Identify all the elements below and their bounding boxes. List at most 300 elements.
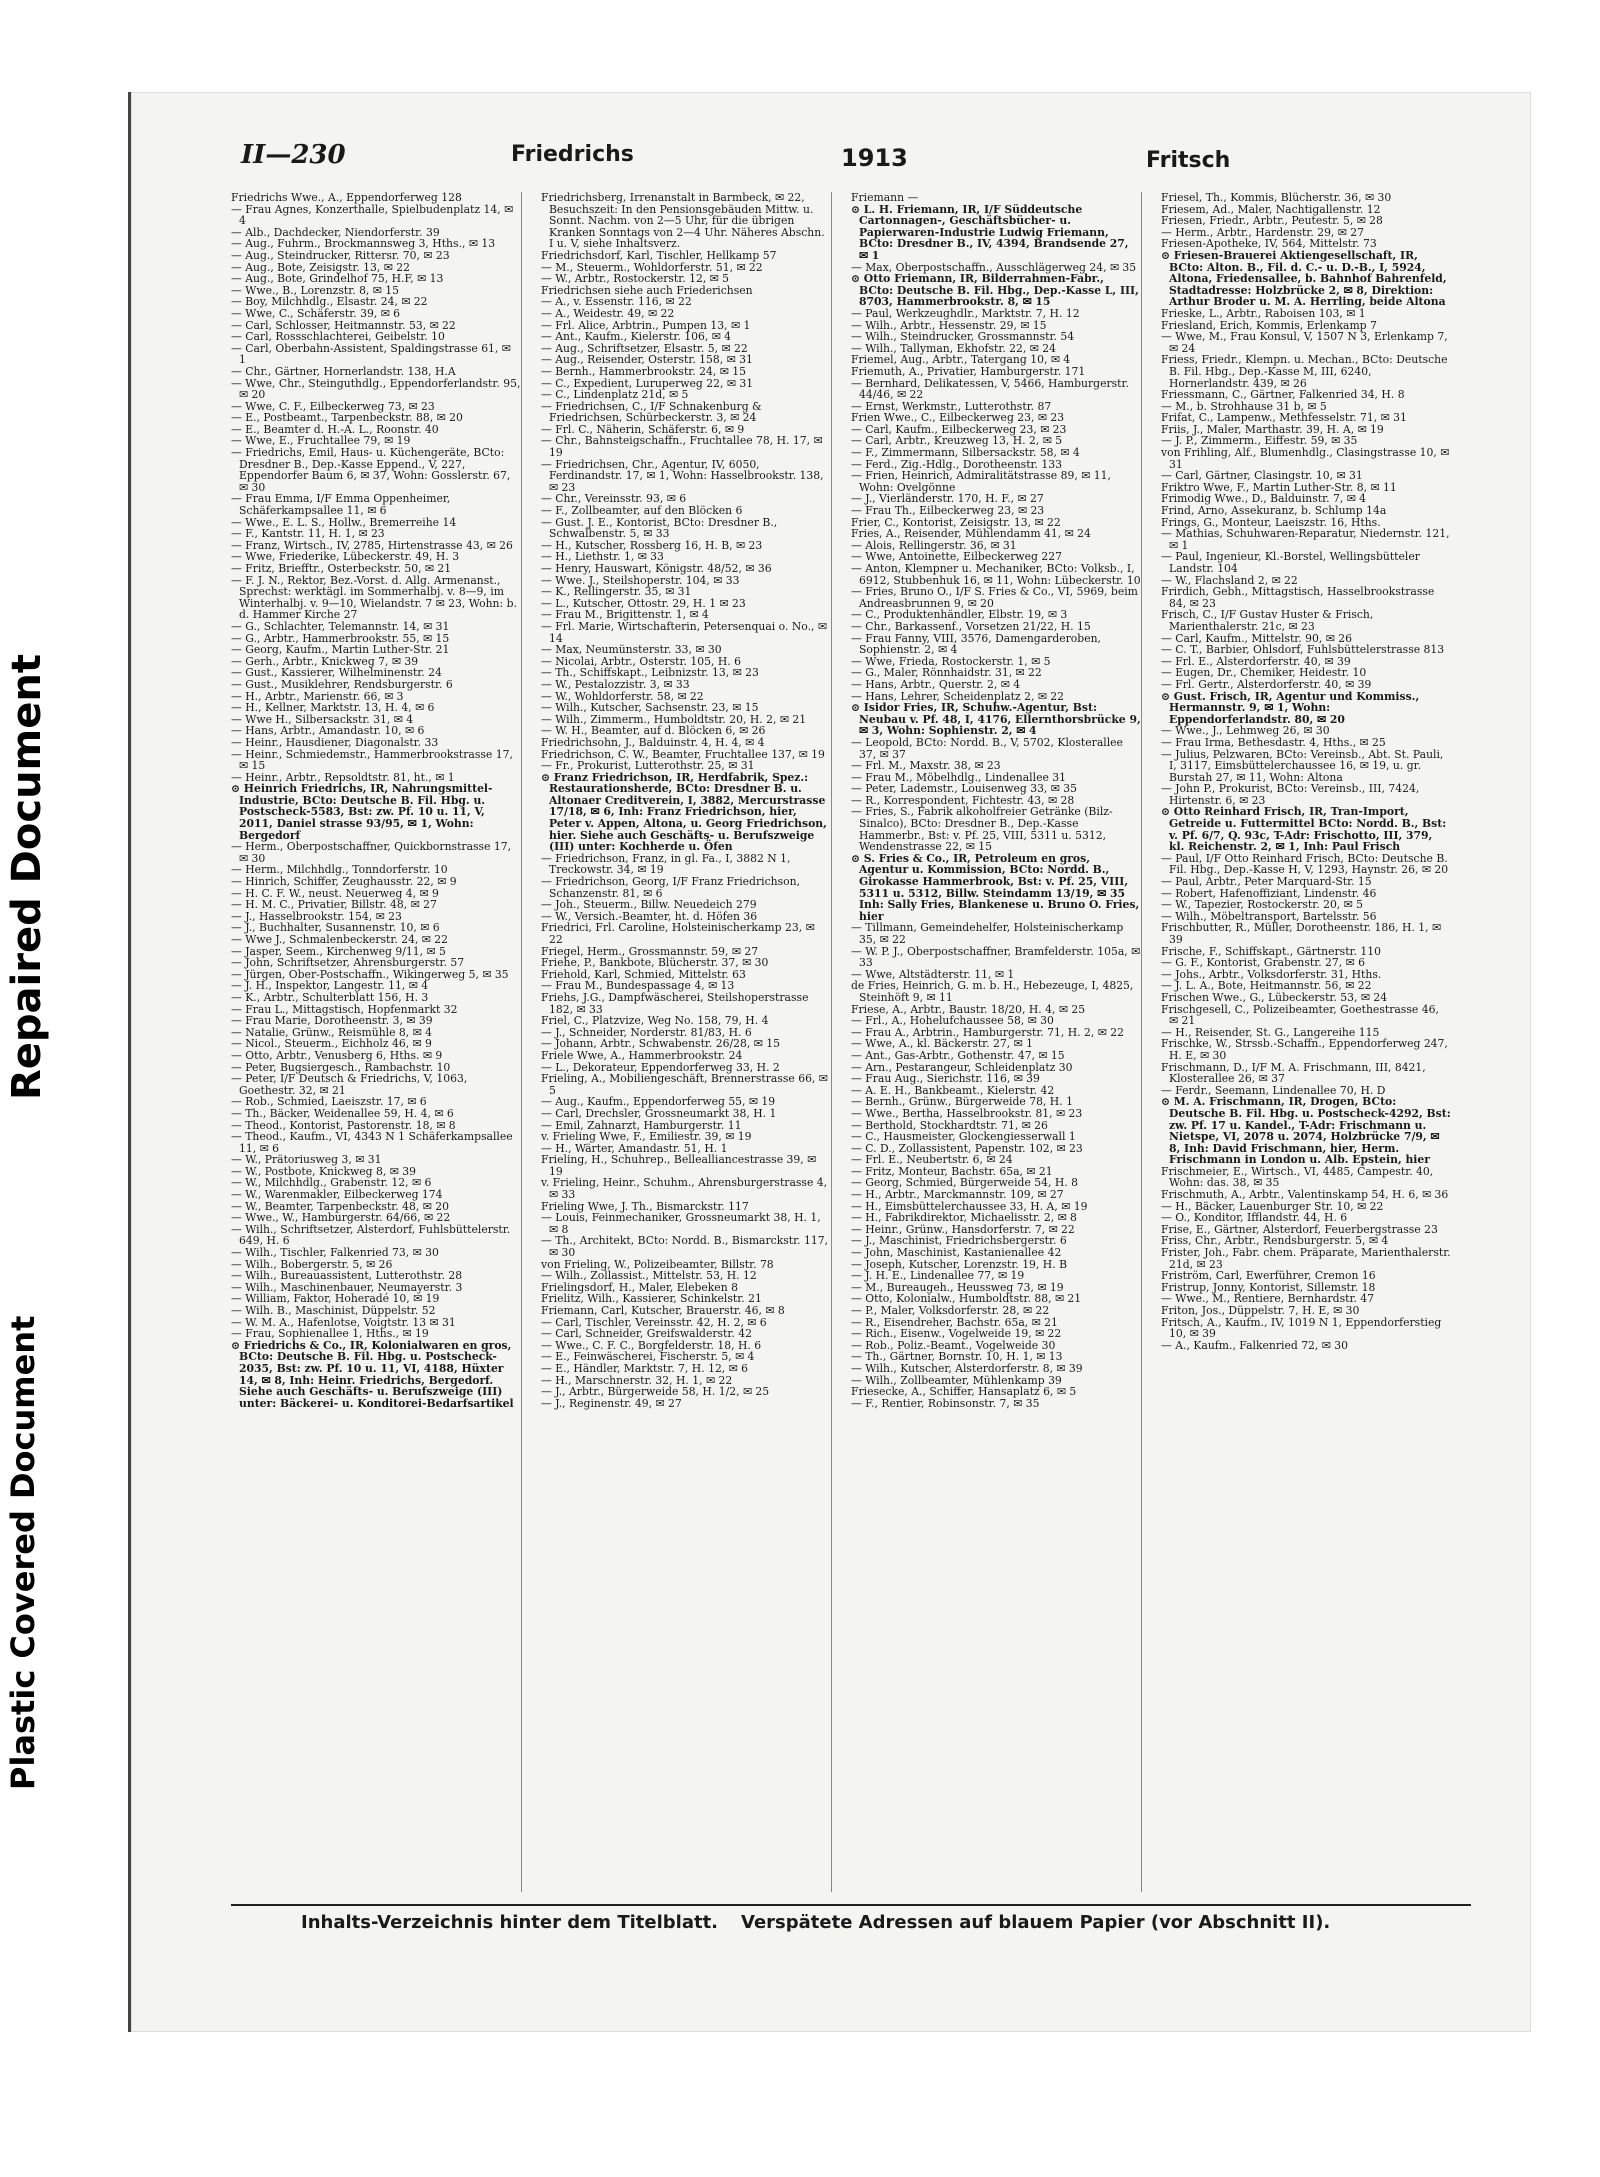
- directory-entry: — Fritz, Monteur, Bachstr. 65a, ✉ 21: [851, 1164, 1053, 1178]
- directory-entry: — Frl., A., Hohelufchaussee 58, ✉ 30: [851, 1014, 1054, 1028]
- directory-entry: — Wilh., Tallyman, Ekhofstr. 22, ✉ 24: [851, 341, 1057, 355]
- directory-entry: — Alois, Rellingerstr. 36, ✉ 31: [851, 538, 1017, 552]
- directory-entry: — Rob., Schmied, Laeiszstr. 17, ✉ 6: [231, 1095, 427, 1109]
- directory-entry: — Peter, Bugsiergesch., Rambachstr. 10: [231, 1060, 451, 1074]
- footer-left-note: Inhalts-Verzeichnis hinter dem Titelblatt.: [301, 1912, 719, 1933]
- directory-entry: ⊙ Gust. Frisch, IR, Agentur und Kommiss., Hermannstr. 9, ✉ 1, Wohn: Eppendorferlandstr. 80, ✉ 20: [1161, 689, 1420, 726]
- directory-entry: — Alb., Dachdecker, Niendorferstr. 39: [231, 225, 440, 239]
- directory-entry: — G. F., Kontorist, Grabenstr. 27, ✉ 6: [1161, 956, 1366, 970]
- directory-entry: — W. P. J., Oberpostschaffner, Bramfelderstr. 105a, ✉ 33: [851, 944, 1141, 970]
- directory-entry: — Ferd., Zig.-Hdlg., Dorotheenstr. 133: [851, 457, 1062, 471]
- directory-entry: Frielingsdorf, H., Maler, Elebeken 8: [541, 1280, 738, 1294]
- directory-entry: — Carl, Tischler, Vereinsstr. 42, H. 2, ✉ 6: [541, 1315, 767, 1329]
- footer-right-note: Verspätete Adressen auf blauem Papier (vor Abschnitt II).: [741, 1912, 1331, 1933]
- directory-entry: Frischen Wwe., G., Lübeckerstr. 53, ✉ 24: [1161, 990, 1388, 1004]
- directory-entry: Friedrichsberg, Irrenanstalt in Barmbeck, ✉ 22, Besuchszeit: In den Pensionsgebäuden Mittw. u. Sonnt. Nachm. von 2—5 Uhr, für die übrigen Kranken Sonntags von 2—4 Uhr. Näheres Abschn. I u. V, siehe Inhaltsverz.: [541, 192, 825, 251]
- directory-entry: Frischmann, D., I/F M. A. Frischmann, III, 8421, Klosterallee 26, ✉ 37: [1161, 1060, 1426, 1086]
- directory-entry: Frieling, A., Mobiliengeschäft, Brennerstrasse 66, ✉ 5: [541, 1072, 828, 1097]
- directory-entry: — E., Beamter d. H.-A. L., Roonstr. 40: [231, 422, 439, 436]
- directory-entry: Frier, C., Kontorist, Zeisigstr. 13, ✉ 22: [851, 515, 1061, 529]
- directory-entry: — Georg, Kaufm., Martin Luther-Str. 21: [231, 643, 450, 657]
- directory-entry: — Julius, Pelzwaren, BCto: Vereinsb., Abt. St. Pauli, I, 3117, Eimsbüttelerchaussee 16, ✉ 19, u. gr. Burstah 27, ✉ 11, Wohn: Altona: [1161, 747, 1444, 784]
- directory-entry: — Bernh., Grünw., Bürgerweide 78, H. 1: [851, 1095, 1073, 1109]
- directory-entry: — Wilh., Maschinenbauer, Neumayerstr. 3: [231, 1280, 463, 1294]
- directory-entry: Friesen, Friedr., Arbtr., Peutestr. 5, ✉ 28: [1161, 214, 1383, 228]
- directory-entry: — H. M. C., Privatier, Billstr. 48, ✉ 27: [231, 898, 437, 912]
- directory-entry: — Boy, Milchhdlg., Elsastr. 24, ✉ 22: [231, 295, 428, 309]
- directory-entry: Friedrici, Frl. Caroline, Holsteinischerkamp 23, ✉ 22: [541, 921, 815, 946]
- directory-entry: — Jasper, Seem., Kirchenweg 9/11, ✉ 5: [231, 944, 446, 958]
- directory-entry: — Ferdr., Seemann, Lindenallee 70, H. D: [1161, 1083, 1386, 1097]
- directory-entry: — Aug., Bote, Zeisigstr. 13, ✉ 22: [231, 260, 411, 274]
- directory-entry: — J. P., Zimmerm., Eiffestr. 59, ✉ 35: [1161, 434, 1358, 448]
- directory-entry: Friele Wwe, A., Hammerbrookstr. 24: [541, 1048, 743, 1062]
- directory-entry: — L., Kutscher, Ottostr. 29, H. 1 ✉ 23: [541, 596, 746, 610]
- directory-entry: — Friedrichson, Franz, in gl. Fa., I, 3882 N 1, Treckowstr. 34, ✉ 19: [541, 851, 791, 877]
- directory-entry: — W., Flachsland 2, ✉ 22: [1161, 573, 1298, 587]
- directory-entry: Frind, Arno, Assekuranz, b. Schlump 14a: [1161, 504, 1387, 518]
- directory-entry: Frielitz, Wilh., Kassierer, Schinkelstr. 21: [541, 1292, 762, 1306]
- directory-entry: Friegel, Herm., Grossmannstr. 59, ✉ 27: [541, 944, 759, 958]
- directory-entry: — K., Arbtr., Schulterblatt 156, H. 3: [231, 990, 429, 1004]
- directory-entry: — A., Weidestr. 49, ✉ 22: [541, 306, 675, 320]
- directory-entry: — Wwe, C., Schäferstr. 39, ✉ 6: [231, 306, 401, 320]
- directory-entry: — Wwe., E. L. S., Hollw., Bremerreihe 14: [231, 515, 457, 529]
- directory-entry: Friström, Carl, Ewerführer, Cremon 16: [1161, 1269, 1376, 1283]
- directory-entry: Friesen-Apotheke, IV, 564, Mittelstr. 73: [1161, 237, 1377, 251]
- directory-entry: — Frl. E., Alsterdorferstr. 40, ✉ 39: [1161, 654, 1351, 668]
- directory-entry: — J., Reginenstr. 49, ✉ 27: [541, 1396, 682, 1410]
- directory-entry: — Heinr., Hausdiener, Diagonalstr. 33: [231, 735, 439, 749]
- directory-entry: — O., Konditor, Ifflandstr. 44, H. 6: [1161, 1211, 1348, 1225]
- directory-entry: — Frau Marie, Dorotheenstr. 3, ✉ 39: [231, 1014, 433, 1028]
- directory-entry: — W., Arbtr., Rostockerstr. 12, ✉ 5: [541, 272, 730, 286]
- directory-entry: — Wwe, Antoinette, Eilbeckerweg 227: [851, 550, 1062, 564]
- directory-entry: — Mathias, Schuhwaren-Reparatur, Niedernstr. 121, ✉ 1: [1161, 527, 1450, 552]
- directory-entry: — P., Maler, Volksdorferstr. 28, ✉ 22: [851, 1304, 1050, 1317]
- directory-entry: — H., Arbtr., Marienstr. 66, ✉ 3: [231, 689, 404, 703]
- directory-entry: — Wwe., C. F. C., Borgfelderstr. 18, H. 6: [541, 1338, 762, 1352]
- directory-entry: — E., Postbeamt., Tarpenbeckstr. 88, ✉ 20: [231, 411, 463, 425]
- directory-entry: — Nicolai, Arbtr., Osterstr. 105, H. 6: [541, 654, 741, 668]
- directory-entry: — Paul, Arbtr., Peter Marquard-Str. 15: [1161, 875, 1372, 889]
- directory-entry: — Frau L., Mittagstisch, Hopfenmarkt 32: [231, 1002, 458, 1016]
- directory-entry: — H., Marschnerstr. 32, H. 1, ✉ 22: [541, 1373, 733, 1387]
- directory-entry: — Jürgen, Ober-Postschaffn., Wikingerweg 5, ✉ 35: [231, 967, 509, 981]
- directory-entry: — Nicol., Steuerm., Eichholz 46, ✉ 9: [231, 1037, 432, 1051]
- directory-entry: Friehs, J.G., Dampfwäscherei, Steilshoperstrasse 182, ✉ 33: [541, 990, 809, 1016]
- directory-entry: — Wilh., Zimmerm., Humboldtstr. 20, H. 2, ✉ 21: [541, 712, 807, 726]
- directory-entry: Frischke, W., Strssb.-Schaffn., Eppendorferweg 247, H. E, ✉ 30: [1161, 1037, 1448, 1062]
- directory-entry: ⊙ Franz Friedrichson, IR, Herdfabrik, Spez.: Restaurationsherde, BCto: Dresdner B. u. Altonaer Creditverein, I, 3882, Mercurstrasse 17/18, ✉ 6, Inh: Franz Friedrichson, hier, Peter v. Appen, Altona, u. Georg Friedrichson, hier. Siehe auch Geschäfts- u. Berufszweige (III) unter: Kochherde u. Öfen: [541, 770, 827, 854]
- directory-entry: — Eugen, Dr., Chemiker, Heidestr. 10: [1161, 666, 1367, 680]
- directory-entry: — J. H., Inspektor, Langestr. 11, ✉ 4: [231, 979, 429, 993]
- directory-entry: Friemann, Carl, Kutscher, Brauerstr. 46, ✉ 8: [541, 1304, 785, 1317]
- directory-entry: — Frau Fanny, VIII, 3576, Damengarderoben, Sophienstr. 2, ✉ 4: [851, 631, 1101, 657]
- directory-entry: — Gerh., Arbtr., Knickweg 7, ✉ 39: [231, 654, 419, 668]
- directory-entry: — Friedrichson, Georg, I/F Franz Friedrichson, Schanzenstr. 81, ✉ 6: [541, 875, 800, 900]
- directory-entry: — Wwe, M., Frau Konsul, V, 1507 N 3, Erlenkamp 7, ✉ 24: [1161, 330, 1448, 355]
- directory-entry: — G., Maler, Rönnhaidstr. 31, ✉ 22: [851, 666, 1042, 680]
- directory-entry: ⊙ S. Fries & Co., IR, Petroleum en gros, Agentur u. Kommission, BCto: Nordd. B., Girokasse Hammerbrook, Bst: v. Pf. 25, VIII, 5311 u. 5312, Billw. Steindamm 13/19, ✉ 35 Inh: Sally Fries, Blankenese u. Bruno O. Fries, hier: [851, 851, 1140, 923]
- directory-entry: — Aug., Steindrucker, Rittersr. 70, ✉ 23: [231, 248, 450, 262]
- directory-entry: — Frl. Gertr., Alsterdorferstr. 40, ✉ 39: [1161, 677, 1372, 691]
- directory-entry: — Henry, Hauswart, Königstr. 48/52, ✉ 36: [541, 562, 772, 575]
- side-label-plastic-covered: Plastic Covered Document: [4, 1315, 42, 1790]
- directory-entry: — R., Korrespondent, Fichtestr. 43, ✉ 28: [851, 793, 1075, 807]
- directory-entry: — Gust., Kassierer, Wilhelminenstr. 24: [231, 666, 442, 680]
- directory-entry: — Wwe, Friederike, Lübeckerstr. 49, H. 3: [231, 550, 460, 564]
- directory-entry: — Carl, Drechsler, Grossneumarkt 38, H. 1: [541, 1106, 777, 1120]
- directory-entry: Frieske, L., Arbtr., Raboisen 103, ✉ 1: [1161, 306, 1366, 320]
- directory-entry: Friis, J., Maler, Marthastr. 39, H. A, ✉ 19: [1161, 422, 1384, 436]
- directory-columns: [231, 192, 1531, 1892]
- directory-entry: — Natalie, Grünw., Reismühle 8, ✉ 4: [231, 1025, 433, 1039]
- directory-entry: — Frau M., Bundespassage 4, ✉ 13: [541, 979, 735, 993]
- directory-entry: — Th., Bäcker, Weidenallee 59, H. 4, ✉ 6: [231, 1106, 454, 1120]
- directory-entry: — F., Kantstr. 11, H. 1, ✉ 23: [231, 527, 385, 541]
- directory-entry: — Hans, Arbtr., Amandastr. 10, ✉ 6: [231, 724, 425, 738]
- directory-entry: Frister, Joh., Fabr. chem. Präparate, Marienthalerstr. 21d, ✉ 23: [1161, 1246, 1451, 1271]
- directory-entry: — Berthold, Stockhardtstr. 71, ✉ 26: [851, 1118, 1048, 1132]
- directory-entry: Friktro Wwe, F., Martin Luther-Str. 8, ✉ 11: [1161, 480, 1397, 494]
- directory-entry: — F., Zollbeamter, auf den Blöcken 6: [541, 504, 743, 518]
- directory-entry: — Robert, Hafenoffiziant, Lindenstr. 46: [1161, 886, 1377, 900]
- directory-entry: — Peter, Lademstr., Louisenweg 33, ✉ 35: [851, 782, 1078, 796]
- directory-entry: — C. D., Zollassistent, Papenstr. 102, ✉ 23: [851, 1141, 1083, 1155]
- directory-entry: — Friedrichsen, C., I/F Schnakenburg & Friedrichsen, Schürbeckerstr. 3, ✉ 24: [541, 399, 762, 425]
- directory-entry: — Rob., Poliz.-Beamt., Vogelweide 30: [851, 1338, 1056, 1352]
- directory-entry: — W., Tapezier, Rostockerstr. 20, ✉ 5: [1161, 898, 1364, 912]
- directory-entry: — Th., Gärtner, Bornstr. 10, H. 1, ✉ 13: [851, 1350, 1063, 1364]
- directory-entry: — W. M. A., Hafenlotse, Voigtstr. 13 ✉ 31: [231, 1315, 456, 1329]
- directory-entry: ⊙ Friesen-Brauerei Aktiengesellschaft, IR, BCto: Alton. B., Fil. d. C.- u. D.-B., I, 5924, Altona, Friedensallee, b. Bahnhof Bahrenfeld, Stadtadresse: Holzbrücke 2, ✉ 8, Direktion: Arthur Broder u. M. A. Herrling, beide Altona: [1161, 248, 1447, 309]
- directory-entry: — Frau Irma, Bethesdastr. 4, Hths., ✉ 25: [1161, 735, 1386, 749]
- directory-entry: Frischmuth, A., Arbtr., Valentinskamp 54, H. 6, ✉ 36: [1161, 1188, 1449, 1202]
- directory-entry: — Wilh., Kutscher, Sachsenstr. 23, ✉ 15: [541, 701, 759, 715]
- directory-entry: Frischgesell, C., Polizeibeamter, Goethestrasse 46, ✉ 21: [1161, 1002, 1439, 1028]
- directory-entry: Frifat, C., Lampenw., Methfesselstr. 71, ✉ 31: [1161, 411, 1407, 425]
- directory-entry: — Gust., Musiklehrer, Rendsburgerstr. 6: [231, 677, 453, 691]
- directory-entry: — W., Pestalozzistr. 3, ✉ 33: [541, 677, 690, 691]
- directory-entry: Friesel, Th., Kommis, Blücherstr. 36, ✉ 30: [1161, 192, 1392, 204]
- directory-entry: — Hans, Lehrer, Scheidenplatz 2, ✉ 22: [851, 689, 1065, 703]
- directory-page: [128, 92, 1531, 2032]
- directory-entry: — Paul, I/F Otto Reinhard Frisch, BCto: Deutsche B. Fil. Hbg., Dep.-Kasse H, V, 1293, Haynstr. 26, ✉ 20: [1161, 851, 1449, 877]
- directory-entry: — Rich., Eisenw., Vogelweide 19, ✉ 22: [851, 1327, 1062, 1341]
- directory-entry: — William, Faktor, Hoheradé 10, ✉ 19: [231, 1292, 440, 1306]
- directory-entry: Fritsch, A., Kaufm., IV, 1019 N 1, Eppendorferstieg 10, ✉ 39: [1161, 1315, 1442, 1341]
- directory-entry: — Frau Agnes, Konzerthalle, Spielbudenplatz 14, ✉ 4: [231, 202, 514, 228]
- directory-entry: — C., Hausmeister, Glockengiesserwall 1: [851, 1130, 1076, 1144]
- directory-entry: — Theod., Kontorist, Pastorenstr. 18, ✉ 8: [231, 1118, 456, 1132]
- directory-entry: ⊙ L. H. Friemann, IR, I/F Süddeutsche Cartonnagen-, Geschäftsbücher- u. Papierwaren-Industrie Ludwig Friemann, BCto: Dresdner B., IV, 4394, Brandsende 27, ✉ 1: [851, 202, 1129, 262]
- directory-entry: v. Frieling, Heinr., Schuhm., Ahrensburgerstrasse 4, ✉ 33: [541, 1176, 828, 1202]
- directory-entry: — John, Schriftsetzer, Ahrensburgerstr. 57: [231, 956, 465, 970]
- directory-entry: — M., Steuerm., Wohldorferstr. 51, ✉ 22: [541, 260, 763, 274]
- page-header: [131, 92, 1531, 173]
- directory-entry: — Wwe, Frieda, Rostockerstr. 1, ✉ 5: [851, 654, 1051, 668]
- column-3: [851, 192, 1142, 1892]
- directory-entry: — H., Eimsbüttelerchaussee 33, H. A, ✉ 19: [851, 1199, 1088, 1213]
- directory-entry: — W. H., Beamter, auf d. Blöcken 6, ✉ 26: [541, 724, 766, 738]
- directory-entry: Friess, Friedr., Klempn. u. Mechan., BCto: Deutsche B. Fil. Hbg., Dep.-Kasse M, III, 6240, Hornerlandstr. 439, ✉ 26: [1161, 353, 1448, 390]
- directory-entry: — Frl. C., Näherin, Schäferstr. 6, ✉ 9: [541, 422, 745, 436]
- directory-entry: Friemel, Aug., Arbtr., Tatergang 10, ✉ 4: [851, 353, 1071, 367]
- directory-entry: — A., v. Essenstr. 116, ✉ 22: [541, 295, 692, 309]
- directory-entry: — F., Zimmermann, Silbersackstr. 58, ✉ 4: [851, 446, 1080, 460]
- directory-entry: — Johs., Arbtr., Volksdorferstr. 31, Hths.: [1161, 967, 1382, 981]
- directory-entry: — Chr., Bahnsteigschaffn., Fruchtallee 78, H. 17, ✉ 19: [541, 434, 823, 460]
- directory-entry: — H. C. F. W., neust. Neuerweg 4, ✉ 9: [231, 886, 439, 900]
- directory-entry: — Wwe, Altstädterstr. 11, ✉ 1: [851, 967, 1015, 981]
- directory-entry: — Frau Aug., Sierichstr. 116, ✉ 39: [851, 1072, 1040, 1086]
- directory-entry: — Wwe., M., Rentiere, Bernhardstr. 47: [1161, 1292, 1375, 1306]
- directory-entry: — J. H. E., Lindenallee 77, ✉ 19: [851, 1269, 1025, 1283]
- directory-entry: ⊙ Isidor Fries, IR, Schuhw.-Agentur, Bst: Neubau v. Pf. 48, I, 4176, Ellernthorsbrücke 9, ✉ 3, Wohn: Sophienstr. 2, ✉ 4: [851, 701, 1141, 738]
- directory-entry: Frischmeier, E., Wirtsch., VI, 4485, Campestr. 40, Wohn: das. 38, ✉ 35: [1161, 1164, 1434, 1190]
- directory-entry: — Fritz, Briefftr., Osterbeckstr. 50, ✉ 21: [231, 562, 452, 575]
- directory-entry: — Johann, Arbtr., Schwabenstr. 26/28, ✉ 15: [541, 1037, 780, 1051]
- directory-entry: Friesem, Ad., Maler, Nachtigallenstr. 12: [1161, 202, 1381, 216]
- directory-entry: — Fries, Bruno O., I/F S. Fries & Co., VI, 5969, beim Andreasbrunnen 9, ✉ 20: [851, 585, 1138, 610]
- directory-entry: — Frl. Alice, Arbtrin., Pumpen 13, ✉ 1: [541, 318, 751, 332]
- directory-entry: — Georg, Schmied, Bürgerweide 54, H. 8: [851, 1176, 1079, 1190]
- directory-entry: — Arn., Pestarangeur, Schleidenplatz 30: [851, 1060, 1073, 1074]
- directory-entry: — H., Fabrikdirektor, Michaelisstr. 2, ✉ 8: [851, 1211, 1077, 1225]
- directory-entry: — Carl, Oberbahn-Assistent, Spaldingstrasse 61, ✉ 1: [231, 341, 511, 367]
- directory-entry: — John P., Prokurist, BCto: Vereinsb., III, 7424, Hirtenstr. 6, ✉ 23: [1161, 782, 1420, 807]
- footer-rule: [231, 1904, 1471, 1906]
- directory-entry: — Paul, Ingenieur, Kl.-Borstel, Wellingsbütteler Landstr. 104: [1161, 550, 1420, 575]
- directory-entry: ⊙ Friedrichs & Co., IR, Kolonialwaren en gros, BCto: Deutsche B. Fil. Hbg. u. Postscheck-2035, Bst: zw. Pf. 10 u. 11, VI, 4188, Hüxter 14, ✉ 8, Inh: Heinr. Friedrichs, Bergedorf. Siehe auch Geschäfts- u. Berufszweige (III) unter: Bäckerei- u. Konditorei-Bedarfsartikel: [231, 1338, 514, 1410]
- directory-entry: Frisch, C., I/F Gustav Huster & Frisch, Marienthalerstr. 21c, ✉ 23: [1161, 608, 1374, 633]
- directory-entry: Friehe, P., Bankbote, Blücherstr. 37, ✉ 30: [541, 956, 769, 970]
- directory-entry: — Frl. E., Neubertstr. 6, ✉ 24: [851, 1153, 1013, 1167]
- directory-entry: — W., Milchhdlg., Grabenstr. 12, ✉ 6: [231, 1176, 432, 1190]
- directory-entry: — Chr., Barkassenf., Vorsetzen 21/22, H. 15: [851, 619, 1091, 633]
- directory-entry: — Friedrichsen, Chr., Agentur, IV, 6050, Ferdinandstr. 17, ✉ 1, Wohn: Hasselbrookstr. 138, ✉ 23: [541, 457, 824, 494]
- directory-entry: — Herm., Arbtr., Hardenstr. 29, ✉ 27: [1161, 225, 1365, 239]
- column-4: [1161, 192, 1451, 1892]
- directory-entry: — Frl. Marie, Wirtschafterin, Petersenquai o. No., ✉ 14: [541, 619, 827, 645]
- directory-entry: — H., Liethstr. 1, ✉ 33: [541, 550, 664, 564]
- directory-entry: — Wwe., J., Lehmweg 26, ✉ 30: [1161, 724, 1330, 738]
- directory-entry: Frings, G., Monteur, Laeiszstr. 16, Hths.: [1161, 515, 1381, 529]
- directory-entry: — J., Vierländerstr. 170, H. F., ✉ 27: [851, 492, 1044, 506]
- directory-entry: Frise, E., Gärtner, Alsterdorf, Feuerbergstrasse 23: [1161, 1222, 1438, 1236]
- page-footer: [301, 1912, 1471, 1933]
- directory-entry: — W., Warenmakler, Eilbeckerweg 174: [231, 1188, 443, 1202]
- directory-entry: — J., Schneider, Norderstr. 81/83, H. 6: [541, 1025, 752, 1039]
- directory-entry: — H., Kellner, Marktstr. 13, H. 4, ✉ 6: [231, 701, 435, 715]
- directory-entry: — Friedrichs, Emil, Haus- u. Küchengeräte, BCto: Dresdner B., Dep.-Kasse Eppend., V, 227, Eppendorfer Baum 6, ✉ 37, Wohn: Gosslerstr. 67, ✉ 30: [231, 446, 511, 494]
- directory-entry: — Heinr., Schmiedemstr., Hammerbrookstrasse 17, ✉ 15: [231, 747, 513, 773]
- directory-entry: — Wwe, A., kl. Bäckerstr. 27, ✉ 1: [851, 1037, 1033, 1051]
- header-year: 1913: [841, 144, 908, 172]
- directory-entry: — Carl, Kaufm., Eilbeckerweg 23, ✉ 23: [851, 422, 1067, 436]
- directory-entry: — J., Arbtr., Bürgerweide 58, H. 1/2, ✉ 25: [541, 1385, 770, 1399]
- directory-entry: Friel, C., Platzvize, Weg No. 158, 79, H. 4: [541, 1014, 769, 1028]
- directory-entry: — Max, Oberpostschaffn., Ausschlägerweg 24, ✉ 35: [851, 260, 1137, 274]
- directory-entry: — W., Wohldorferstr. 58, ✉ 22: [541, 689, 704, 703]
- directory-entry: — Herm., Oberpostschaffner, Quickbornstrasse 17, ✉ 30: [231, 840, 512, 865]
- directory-entry: — Heinr., Grünw., Hansdorferstr. 7, ✉ 22: [851, 1222, 1075, 1236]
- directory-entry: — Aug., Reisender, Osterstr. 158, ✉ 31: [541, 353, 753, 367]
- directory-entry: — J., Hasselbrookstr. 154, ✉ 23: [231, 909, 402, 923]
- directory-entry: — Bernh., Hammerbrookstr. 24, ✉ 15: [541, 364, 746, 378]
- directory-entry: Friesecke, A., Schiffer, Hansaplatz 6, ✉ 5: [851, 1385, 1077, 1399]
- directory-entry: — W., Beamter, Tarpenbeckstr. 48, ✉ 20: [231, 1199, 449, 1213]
- directory-entry: — Hinrich, Schiffer, Zeughausstr. 22, ✉ 9: [231, 875, 457, 889]
- header-right-word: Fritsch: [1146, 148, 1231, 173]
- directory-entry: — Fries, S., Fabrik alkoholfreier Getränke (Bilz-Sinalco), BCto: Dresdner B., Dep.-Kasse Hammerbr., Bst: v. Pf. 25, VIII, 5311 u. 5312, Wendenstrasse 22, ✉ 15: [851, 805, 1113, 854]
- directory-entry: — Frau Emma, I/F Emma Oppenheimer, Schäferkampsallee 11, ✉ 6: [231, 492, 451, 518]
- directory-entry: — Fr., Prokurist, Lutterothstr. 25, ✉ 31: [541, 759, 755, 773]
- directory-entry: — Wilh., Bureauassistent, Lutterothstr. 28: [231, 1269, 463, 1283]
- directory-entry: — W., Prätoriusweg 3, ✉ 31: [231, 1153, 382, 1167]
- directory-entry: Friedrichsohn, J., Balduinstr. 4, H. 4, ✉ 4: [541, 735, 765, 749]
- directory-entry: — Hans, Arbtr., Querstr. 2, ✉ 4: [851, 677, 1021, 691]
- directory-entry: — Frau A., Arbtrin., Hamburgerstr. 71, H. 2, ✉ 22: [851, 1025, 1125, 1039]
- directory-entry: — Wwe H., Silbersackstr. 31, ✉ 4: [231, 712, 414, 726]
- directory-entry: — Frau Th., Eilbeckerweg 23, ✉ 23: [851, 504, 1045, 518]
- directory-entry: — G., Arbtr., Hammerbrookstr. 55, ✉ 15: [231, 631, 450, 645]
- directory-entry: — Wilh., Bobergerstr. 5, ✉ 26: [231, 1257, 393, 1271]
- directory-entry: Friessmann, C., Gärtner, Falkenried 34, H. 8: [1161, 388, 1405, 402]
- directory-entry: — Frau M., Brigittenstr. 1, ✉ 4: [541, 608, 709, 622]
- directory-entry: — H., Arbtr., Marckmannstr. 109, ✉ 27: [851, 1188, 1064, 1202]
- directory-entry: Friemann —: [851, 192, 919, 204]
- directory-entry: — J. L. A., Bote, Heitmannstr. 56, ✉ 22: [1161, 979, 1372, 993]
- directory-entry: Friedrichsdorf, Karl, Tischler, Hellkamp 57: [541, 248, 777, 262]
- directory-entry: — C. T., Barbier, Ohlsdorf, Fuhlsbüttelerstrasse 813: [1161, 643, 1445, 657]
- directory-entry: — Chr., Gärtner, Hornerlandstr. 138, H.A: [231, 364, 456, 378]
- directory-entry: — E., Feinwäscherei, Fischerstr. 5, ✉ 4: [541, 1350, 755, 1364]
- directory-entry: — H., Wärter, Amandastr. 51, H. 1: [541, 1141, 728, 1155]
- directory-entry: — Joseph, Kutscher, Lorenzstr. 19, H. B: [851, 1257, 1068, 1271]
- directory-entry: — Paul, Werkzeughdlr., Marktstr. 7, H. 12: [851, 306, 1080, 320]
- directory-entry: Friehold, Karl, Schmied, Mittelstr. 63: [541, 967, 746, 981]
- directory-entry: — Louis, Feinmechaniker, Grossneumarkt 38, H. 1, ✉ 8: [541, 1211, 821, 1236]
- header-left-word: Friedrichs: [511, 142, 634, 167]
- directory-entry: — Aug., Schriftsetzer, Elsastr. 5, ✉ 22: [541, 341, 748, 355]
- directory-entry: — F. J. N., Rektor, Bez.-Vorst. d. Allg. Armenanst., Sprechst: werktägl. im Sommerhalbj. v. 8—9, im Winterhalbj. v. 9—10, Wielandstr. 7 ✉ 23, Wohn: b. d. Hammer Kirche 27: [231, 573, 517, 622]
- directory-entry: — Emil, Zahnarzt, Hamburgerstr. 11: [541, 1118, 742, 1132]
- directory-entry: — Bernhard, Delikatessen, V, 5466, Hamburgerstr. 44/46, ✉ 22: [851, 376, 1129, 402]
- directory-entry: Friss, Chr., Arbtr., Rendsburgerstr. 5, ✉ 4: [1161, 1234, 1389, 1248]
- directory-entry: — Wilh., Steindrucker, Grossmannstr. 54: [851, 330, 1075, 344]
- directory-entry: Frieling Wwe, J. Th., Bismarckstr. 117: [541, 1199, 749, 1213]
- directory-entry: Friemuth, A., Privatier, Hamburgerstr. 171: [851, 364, 1086, 378]
- directory-entry: — W., Postbote, Knickweg 8, ✉ 39: [231, 1164, 416, 1178]
- directory-entry: — A., Kaufm., Falkenried 72, ✉ 30: [1161, 1338, 1349, 1352]
- directory-entry: — H., Reisender, St. G., Langereihe 115: [1161, 1025, 1380, 1039]
- directory-entry: — Wilh., Tischler, Falkenried 73, ✉ 30: [231, 1246, 439, 1260]
- side-label-repaired: Repaired Document: [4, 654, 50, 1100]
- directory-entry: — Heinr., Arbtr., Repsoldtstr. 81, ht., ✉ 1: [231, 770, 455, 784]
- directory-entry: — Joh., Steuerm., Billw. Neuedeich 279: [541, 898, 757, 912]
- directory-entry: — Carl, Gärtner, Clasingstr. 10, ✉ 31: [1161, 469, 1363, 483]
- directory-entry: de Fries, Heinrich, G. m. b. H., Hebezeuge, I, 4825, Steinhöft 9, ✉ 11: [851, 979, 1134, 1004]
- directory-entry: — Wwe. J., Steilshoperstr. 104, ✉ 33: [541, 573, 740, 587]
- directory-entry: — M., Bureaugeh., Heussweg 73, ✉ 19: [851, 1280, 1064, 1294]
- directory-entry: — Wilh., Zollbeamter, Mühlenkamp 39: [851, 1373, 1062, 1387]
- directory-entry: — Aug., Fuhrm., Brockmannsweg 3, Hths., ✉ 13: [231, 237, 496, 251]
- column-2: [541, 192, 832, 1892]
- directory-entry: — Franz, Wirtsch., IV, 2785, Hirtenstrasse 43, ✉ 26: [231, 538, 513, 552]
- directory-entry: — J., Maschinist, Friedrichsbergerstr. 6: [851, 1234, 1067, 1248]
- directory-entry: — Th., Schiffskapt., Leibnizstr. 13, ✉ 23: [541, 666, 759, 680]
- directory-entry: Frimodig Wwe., D., Balduinstr. 7, ✉ 4: [1161, 492, 1367, 506]
- directory-entry: — Otto, Arbtr., Venusberg 6, Hths. ✉ 9: [231, 1048, 443, 1062]
- directory-entry: — M., b. Strohhause 31 b, ✉ 5: [1161, 399, 1327, 413]
- directory-entry: — Theod., Kaufm., VI, 4343 N 1 Schäferkampsallee 11, ✉ 6: [231, 1130, 513, 1155]
- directory-entry: Frische, F., Schiffskapt., Gärtnerstr. 110: [1161, 944, 1381, 958]
- directory-entry: — John, Maschinist, Kastanienallee 42: [851, 1246, 1062, 1260]
- directory-entry: — Ant., Kaufm., Kielerstr. 106, ✉ 4: [541, 330, 732, 344]
- directory-entry: — L., Dekorateur, Eppendorferweg 33, H. 2: [541, 1060, 780, 1074]
- directory-entry: — C., Produktenhändler, Elbstr. 19, ✉ 3: [851, 608, 1068, 622]
- directory-entry: Frieling, H., Schuhrep., Bellealliancestrasse 39, ✉ 19: [541, 1153, 817, 1178]
- directory-entry: — C., Lindenplatz 21d, ✉ 5: [541, 388, 689, 402]
- directory-entry: — Anton, Klempner u. Mechaniker, BCto: Volksb., I, 6912, Stubbenhuk 16, ✉ 11, Wohn: Lübeckerstr. 10: [851, 562, 1141, 587]
- directory-entry: — Leopold, BCto: Nordd. B., V, 5702, Klosterallee 37, ✉ 37: [851, 735, 1123, 761]
- directory-entry: — Ant., Gas-Arbtr., Gothenstr. 47, ✉ 15: [851, 1048, 1065, 1062]
- directory-entry: — Chr., Vereinsstr. 93, ✉ 6: [541, 492, 687, 506]
- directory-entry: — Wilh., Zollassist., Mittelstr. 53, H. 12: [541, 1269, 757, 1283]
- directory-entry: — Carl, Rossschlachterei, Geibelstr. 10: [231, 330, 445, 344]
- directory-entry: Fries, A., Reisender, Mühlendamm 41, ✉ 24: [851, 527, 1091, 541]
- directory-entry: — K., Rellingerstr. 35, ✉ 31: [541, 585, 692, 599]
- directory-entry: von Frihling, Alf., Blumenhdlg., Clasingstrasse 10, ✉ 31: [1161, 446, 1450, 471]
- column-1: [231, 192, 522, 1892]
- directory-entry: — J., Buchhalter, Susannenstr. 10, ✉ 6: [231, 921, 440, 935]
- directory-entry: von Frieling, W., Polizeibeamter, Billstr. 78: [541, 1257, 774, 1271]
- directory-entry: — R., Eisendreher, Bachstr. 65a, ✉ 21: [851, 1315, 1058, 1329]
- directory-entry: — Carl, Kaufm., Mittelstr. 90, ✉ 26: [1161, 631, 1352, 645]
- directory-entry: — Wwe, Chr., Steinguthdlg., Eppendorferlandstr. 95, ✉ 20: [231, 376, 521, 402]
- directory-entry: Friedrichson, C. W., Beamter, Fruchtallee 137, ✉ 19: [541, 747, 825, 761]
- directory-entry: — Frien, Heinrich, Admiralitätstrasse 89, ✉ 11, Wohn: Ovelgönne: [851, 469, 1111, 494]
- directory-entry: — Wwe, E., Fruchtallee 79, ✉ 19: [231, 434, 411, 448]
- directory-entry: Frirdich, Gebh., Mittagstisch, Hasselbrookstrasse 84, ✉ 23: [1161, 585, 1435, 610]
- directory-entry: — Th., Architekt, BCto: Nordd. B., Bismarckstr. 117, ✉ 30: [541, 1234, 829, 1260]
- directory-entry: — Wilh., Möbeltransport, Bartelsstr. 56: [1161, 909, 1377, 923]
- side-labels: [0, 600, 90, 1800]
- directory-entry: — Carl, Schlosser, Heitmannstr. 53, ✉ 22: [231, 318, 456, 332]
- directory-entry: — Otto, Kolonialw., Humboldtstr. 88, ✉ 21: [851, 1292, 1082, 1306]
- directory-entry: ⊙ Otto Reinhard Frisch, IR, Tran-Import, Getreide u. Futtermittel BCto: Nordd. B., Bst: v. Pf. 6/7, Q. 93c, T-Adr: Frischotto, III, 379, kl. Reichenstr. 2, ✉ 1, Inh: Paul Frisch: [1161, 805, 1447, 854]
- directory-entry: — F., Rentier, Robinsonstr. 7, ✉ 35: [851, 1396, 1040, 1410]
- directory-entry: Friedrichsen siehe auch Friederichsen: [541, 283, 753, 297]
- directory-entry: — Peter, I/F Deutsch & Friedrichs, V, 1063, Goethestr. 32, ✉ 21: [231, 1072, 468, 1097]
- directory-entry: ⊙ M. A. Frischmann, IR, Drogen, BCto: Deutsche B. Fil. Hbg. u. Postscheck-4292, Bst: zw. Pf. 17 u. Kandel., T-Adr: Frischmann u. Nietspe, VI, 2078 u. 2074, Holzbrücke 7/9, ✉ 8, Inh: David Frischmann, hier, Herm. Frischmann in London u. Alb. Epstein, hier: [1161, 1095, 1451, 1167]
- directory-entry: — H., Kutscher, Rossberg 16, H. B, ✉ 23: [541, 538, 763, 552]
- directory-entry: Friedrichs Wwe., A., Eppendorferweg 128: [231, 192, 462, 204]
- directory-entry: ⊙ Otto Friemann, IR, Bilderrahmen-Fabr., BCto: Deutsche B. Fil. Hbg., Dep.-Kasse L, III, 8703, Hammerbrookstr. 8, ✉ 15: [851, 272, 1139, 309]
- directory-entry: — Wwe, C. F., Eilbeckerweg 73, ✉ 23: [231, 399, 435, 413]
- directory-entry: — Max, Neumünsterstr. 33, ✉ 30: [541, 643, 722, 657]
- directory-entry: — Carl, Schneider, Greifswalderstr. 42: [541, 1327, 752, 1341]
- directory-entry: Friton, Jos., Düppelstr. 7, H. E, ✉ 30: [1161, 1304, 1360, 1317]
- directory-entry: ⊙ Heinrich Friedrichs, IR, Nahrungsmittel-Industrie, BCto: Deutsche B. Fil. Hbg. u. Postscheck-5583, Bst: zw. Pf. 10 u. 11, V, 2011, Daniel strasse 93/95, ✉ 1, Wohn: Bergedorf: [231, 782, 493, 842]
- directory-entry: — Frl. M., Maxstr. 38, ✉ 23: [851, 759, 1001, 773]
- directory-entry: Fristrup, Jonny, Kontorist, Sillemstr. 18: [1161, 1280, 1376, 1294]
- directory-entry: — Wilh. B., Maschinist, Düppelstr. 52: [231, 1304, 436, 1317]
- directory-entry: — Wilh., Arbtr., Hessenstr. 29, ✉ 15: [851, 318, 1047, 332]
- directory-entry: Frien Wwe., C., Eilbeckerweg 23, ✉ 23: [851, 411, 1065, 425]
